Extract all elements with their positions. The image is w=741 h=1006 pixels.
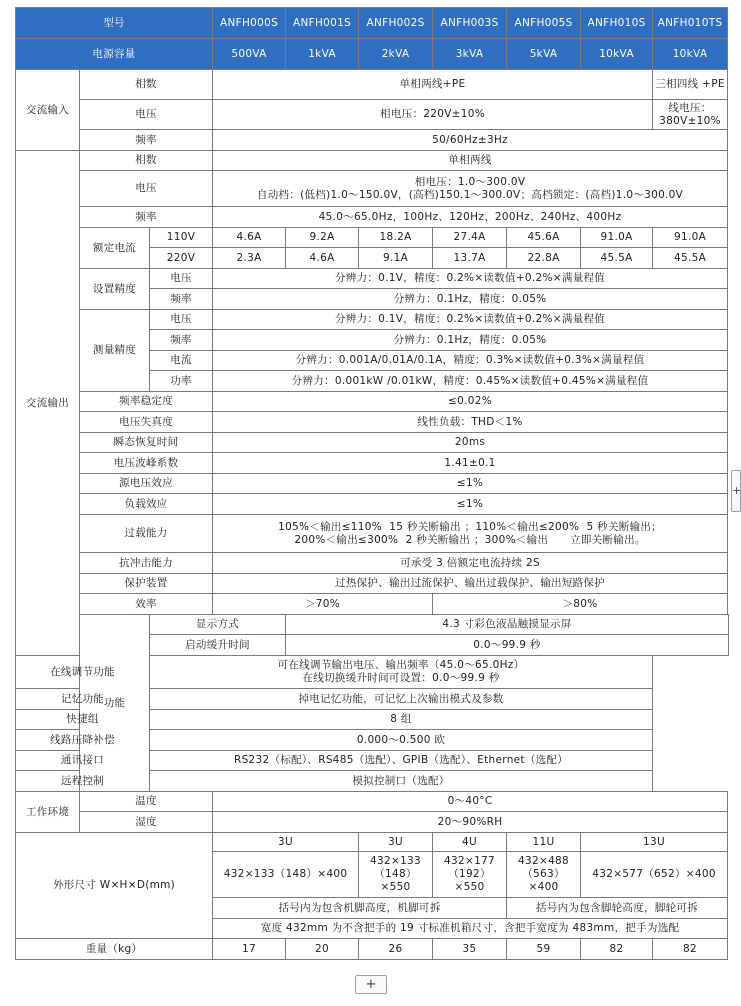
value-cell: 27.4A [433,228,507,248]
row-label: 源电压效应 [80,474,213,494]
table-row [16,792,729,812]
value-cell: 0.000～0.500 欧 [150,730,653,751]
size-cell: 432×488（563）×400 [507,852,581,898]
value-cell: 4.6A [286,248,359,269]
weight-cell: 26 [359,939,433,960]
value-cell: 50/60Hz±3Hz [213,130,728,151]
table-row [16,494,729,515]
weight-cell: 20 [286,939,359,960]
height-cell: 11U [507,833,581,852]
size-cell: 432×133（148）×550 [359,852,433,898]
height-cell: 3U [213,833,359,852]
table-row [16,100,729,130]
model-cell: ANFH005S [507,8,581,39]
model-cell: ANFH002S [359,8,433,39]
capacity-header: 电源容量 [16,39,213,70]
table-row [16,730,729,751]
model-cell: ANFH010S [581,8,653,39]
add-column-button[interactable]: + [731,470,741,512]
value-cell: 掉电记忆功能，可记忆上次输出模式及参数 [150,689,653,710]
table-row [16,171,729,207]
value-cell: 45.0～65.0Hz，100Hz、120Hz、200Hz、240Hz、400Hz [213,207,728,228]
table-row [16,574,729,594]
table-row [16,474,729,494]
value-cell: 45.5A [581,248,653,269]
value-cell: 相电压：220V±10% [213,100,653,130]
table-row [16,433,729,453]
value-cell: 9.2A [286,228,359,248]
capacity-cell: 1kVA [286,39,359,70]
value-line: 105%＜输出≤110% 15 秒关断输出 ；110%＜输出≤200% 5 秒关断输出； [278,520,662,533]
row-label: 保护装置 [80,574,213,594]
value-cell: 9.1A [359,248,433,269]
row-label: 相数 [80,70,213,100]
dimensions-label: 外形尺寸 W×H×D(mm) [16,833,213,939]
model-header: 型号 [16,8,213,39]
value-cell: ≤1% [213,494,728,515]
value-cell: 0～40°C [213,792,728,812]
table-row [16,392,729,412]
row-label: 温度 [80,792,213,812]
section-ac-output: 交流输出 [16,151,80,656]
sub-label: 频率 [150,330,213,351]
value-line: 200%＜输出≤300% 2 秒关断输出 ；300%＜输出 立即关断输出。 [294,533,646,546]
value-cell: 2.3A [213,248,286,269]
weight-cell: 17 [213,939,286,960]
row-label: 测量精度 [80,310,150,392]
row-label: 频率 [80,130,213,151]
table-row [16,751,729,771]
value-cell: 三相四线 +PE [653,70,728,100]
value-cell: 过热保护、输出过流保护、输出过载保护、输出短路保护 [213,574,728,594]
value-cell: 线性负载：THD＜1% [213,412,728,433]
value-cell: ＞80% [433,594,728,615]
value-cell [213,515,728,553]
value-cell: 单相两线 [213,151,728,171]
value-cell: 可承受 3 倍额定电流持续 2S [213,553,728,574]
row-label: 通讯接口 [16,751,150,771]
value-line: 自动档：(低档)1.0～150.0V，(高档)150.1～300.0V；高档锁定：(高档)1.0～300.0V [256,188,684,201]
add-row-button[interactable]: + [355,975,387,994]
value-cell: 分辨力：0.001A/0.01A/0.1A，精度：0.3%×读数值+0.3%×满量程值 [213,351,728,371]
size-cell: 432×177（192）×550 [433,852,507,898]
value-line: 在线切换缓升时间可设置：0.0～99.9 秒 [302,672,500,684]
value-cell: 4.3 寸彩色液晶触摸显示屏 [286,615,729,635]
row-label: 启动缓升时间 [150,635,286,656]
table-row-capacity [16,39,729,70]
value-cell: RS232（标配）、RS485（选配）、GPIB（选配）、Ethernet（选配） [150,751,653,771]
row-label: 设置精度 [80,269,150,310]
value-cell: 单相两线+PE [213,70,653,100]
value-line: 可在线调节输出电压、输出频率（45.0～65.0Hz） [277,659,525,671]
model-cell: ANFH001S [286,8,359,39]
row-label: 瞬态恢复时间 [80,433,213,453]
table-row [16,515,729,553]
table-row [16,269,729,289]
weight-cell: 35 [433,939,507,960]
row-label: 记忆功能 [16,689,150,710]
value-cell [213,171,728,207]
row-label: 负载效应 [80,494,213,515]
sub-label: 功率 [150,371,213,392]
value-cell: 8 组 [150,710,653,730]
height-cell: 3U [359,833,433,852]
value-cell: 分辨力：0.1Hz，精度：0.05% [213,289,728,310]
model-cell: ANFH003S [433,8,507,39]
table-row [16,228,729,248]
row-label: 频率 [80,207,213,228]
weight-cell: 82 [581,939,653,960]
sub-label: 220V [150,248,213,269]
value-cell: 45.5A [653,248,728,269]
note-cell: 宽度 432mm 为不含把手的 19 寸标准机箱尺寸，含把手宽度为 483mm，把手为选配 [213,919,728,939]
capacity-cell: 10kVA [581,39,653,70]
value-cell: 91.0A [581,228,653,248]
capacity-cell: 3kVA [433,39,507,70]
section-function: 功能 [80,615,150,792]
row-label: 显示方式 [150,615,286,635]
table-row [16,207,729,228]
table-row [16,771,729,792]
table-row [16,594,729,615]
table-row [16,833,729,852]
row-label: 远程控制 [16,771,150,792]
height-cell: 13U [581,833,728,852]
row-label: 湿度 [80,812,213,833]
row-label: 电压失真度 [80,412,213,433]
row-label: 相数 [80,151,213,171]
value-cell: 18.2A [359,228,433,248]
row-label: 线路压降补偿 [16,730,150,751]
note-cell: 括号内为包含机脚高度，机脚可拆 [213,898,507,919]
row-label: 效率 [80,594,213,615]
row-label: 在线调节功能 [16,656,150,689]
row-label: 重量（kg） [16,939,213,960]
table-row [16,151,729,171]
table-row [16,553,729,574]
value-cell: 20～90%RH [213,812,728,833]
table-row [16,310,729,330]
sub-label: 电流 [150,351,213,371]
note-cell: 括号内为包含脚轮高度，脚轮可拆 [507,898,728,919]
value-cell: 线电压：380V±10% [653,100,728,130]
model-cell: ANFH010TS [653,8,728,39]
table-row [16,70,729,100]
section-environment: 工作环境 [16,792,80,833]
value-cell: 45.6A [507,228,581,248]
capacity-cell: 10kVA [653,39,728,70]
value-cell: 22.8A [507,248,581,269]
size-cell: 432×133（148）×400 [213,852,359,898]
value-line: 相电压：1.0～300.0V [414,175,526,188]
value-cell: ＞70% [213,594,433,615]
value-cell: 20ms [213,433,728,453]
row-label: 额定电流 [80,228,150,269]
height-cell: 4U [433,833,507,852]
value-cell: 0.0～99.9 秒 [286,635,729,656]
table-row [16,130,729,151]
row-label: 电压 [80,100,213,130]
sub-label: 频率 [150,289,213,310]
size-cell: 432×577（652）×400 [581,852,728,898]
value-cell: 分辨力：0.1Hz，精度：0.05% [213,330,728,351]
capacity-cell: 5kVA [507,39,581,70]
value-cell: 91.0A [653,228,728,248]
sub-label: 电压 [150,269,213,289]
table-row [16,812,729,833]
table-row [16,412,729,433]
capacity-cell: 2kVA [359,39,433,70]
value-cell: 13.7A [433,248,507,269]
row-label: 过载能力 [80,515,213,553]
table-row [16,656,729,689]
row-label: 抗冲击能力 [80,553,213,574]
table-row [16,453,729,474]
weight-cell: 82 [653,939,728,960]
value-cell: 模拟控制口（选配） [150,771,653,792]
value-cell: ≤1% [213,474,728,494]
value-cell: 分辨力：0.1V，精度：0.2%×读数值+0.2%×满量程值 [213,310,728,330]
row-label: 快捷组 [16,710,150,730]
value-cell: 分辨力：0.1V，精度：0.2%×读数值+0.2%×满量程值 [213,269,728,289]
table-row-model [16,8,729,39]
weight-cell: 59 [507,939,581,960]
table-row [16,615,729,635]
table-row [16,939,729,960]
sub-label: 电压 [150,310,213,330]
sub-label: 110V [150,228,213,248]
table-row [16,710,729,730]
capacity-cell: 500VA [213,39,286,70]
value-cell: 分辨力：0.001kW /0.01kW，精度：0.45%×读数值+0.45%×满量程值 [213,371,728,392]
row-label: 电压波峰系数 [80,453,213,474]
row-label: 电压 [80,171,213,207]
value-cell: ≤0.02% [213,392,728,412]
spec-table [15,7,729,960]
value-cell: 1.41±0.1 [213,453,728,474]
section-ac-input: 交流输入 [16,70,80,151]
model-cell: ANFH000S [213,8,286,39]
value-cell [150,656,653,689]
row-label: 频率稳定度 [80,392,213,412]
value-cell: 4.6A [213,228,286,248]
